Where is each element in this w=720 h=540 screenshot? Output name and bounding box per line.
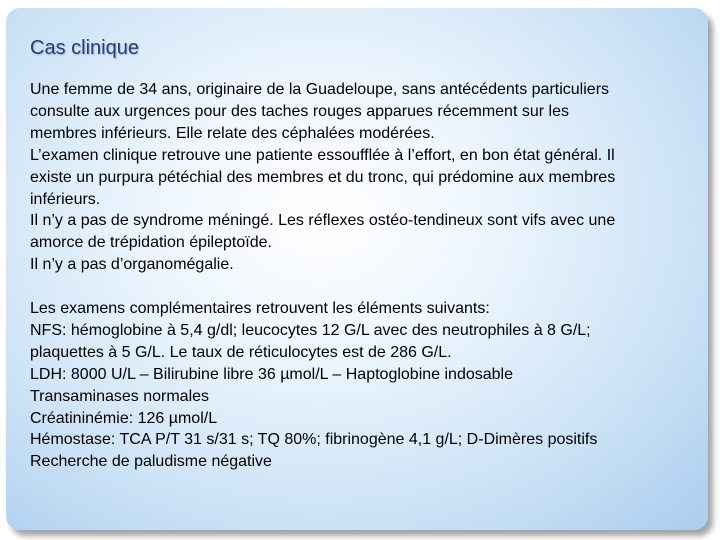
text-line: plaquettes à 5 G/L. Le taux de réticulocytes est de 286 G/L. [30,343,452,361]
slide-panel [6,8,708,530]
text-line: Créatininémie: 126 µmol/L [30,409,218,427]
text-line: LDH: 8000 U/L – Bilirubine libre 36 µmol/L – Haptoglobine indosable [30,365,513,383]
text-line: existe un purpura pétéchial des membres et du tronc, qui prédomine aux membres [30,168,616,186]
text-line: Il n’y a pas de syndrome méningé. Les réflexes ostéo-tendineux sont vifs avec une [30,212,616,230]
text-line: L’examen clinique retrouve une patiente essoufflée à l’effort, en bon état général. Il [30,146,615,164]
text-line: inférieurs. [30,190,101,208]
text-line: membres inférieurs. Elle relate des céphalées modérées. [30,124,435,142]
text-line: amorce de trépidation épileptoïde. [30,234,272,252]
text-line: Il n’y a pas d’organomégalie. [30,256,234,274]
text-line: Les examens complémentaires retrouvent les éléments suivants: [30,300,490,318]
text-line: Recherche de paludisme négative [30,453,272,471]
slide-title: Cas clinique [30,37,139,59]
slide-body [30,79,710,473]
text-line: Transaminases normales [30,387,210,405]
text-line: Une femme de 34 ans, originaire de la Guadeloupe, sans antécédents particuliers [30,81,610,98]
text-line: consulte aux urgences pour des taches rouges apparues récemment sur les [30,102,569,120]
text-line: NFS: hémoglobine à 5,4 g/dl; leucocytes 12 G/L avec des neutrophiles à 8 G/L; [30,321,591,339]
paragraph-spacer [30,276,710,298]
text-line: Hémostase: TCA P/T 31 s/31 s; TQ 80%; fibrinogène 4,1 g/L; D-Dimères positifs [30,431,598,449]
